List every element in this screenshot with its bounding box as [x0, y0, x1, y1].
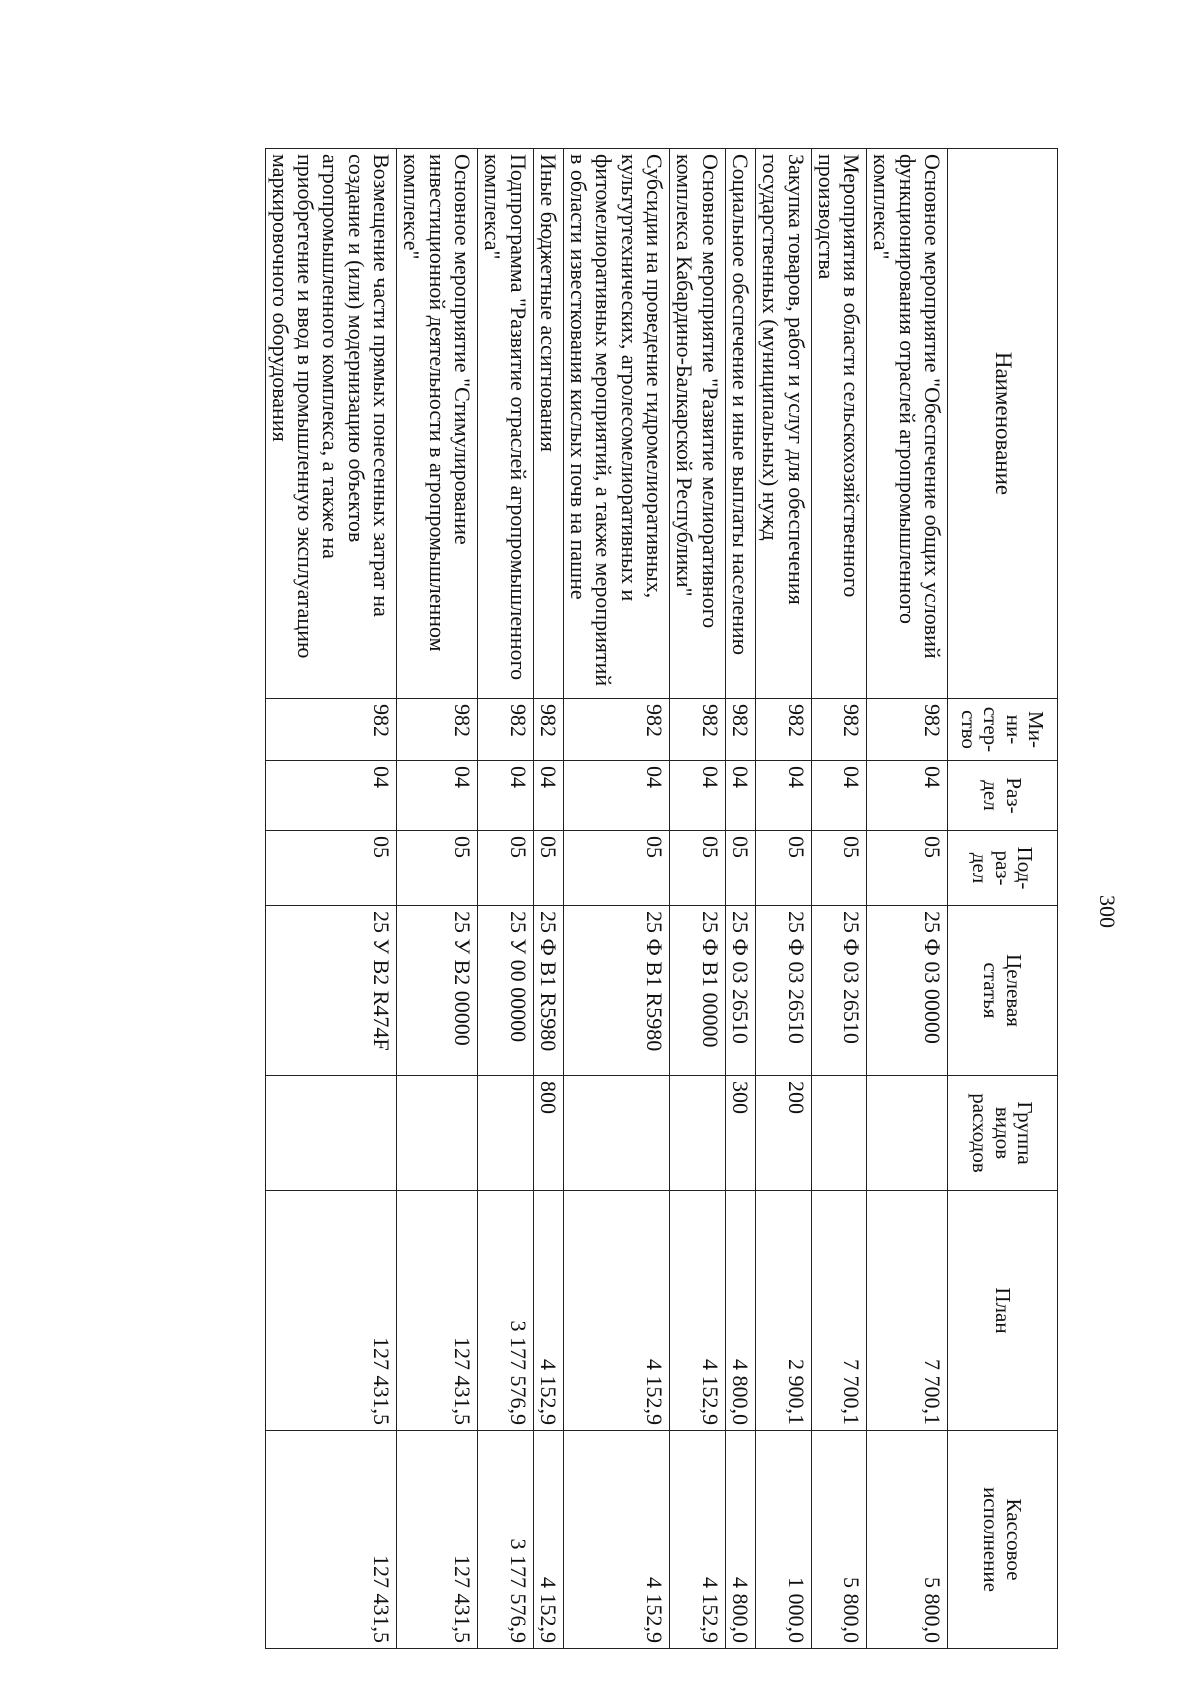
- table-row: [477, 149, 533, 1649]
- row-execution: 3 177 576,9: [477, 1431, 533, 1649]
- row-name: Основное мероприятие "Развитие мелиоративного комплекса Кабардино-Балкарской Республики": [670, 149, 726, 699]
- row-name: Закупка товаров, работ и услуг для обеспечения государственных (муниципальных) нужд: [755, 149, 811, 699]
- row-name: Мероприятия в области сельскохозяйственного производства: [811, 149, 867, 699]
- row-group: 200: [755, 1076, 811, 1191]
- row-execution: 4 152,9: [563, 1431, 669, 1649]
- row-group: 800: [533, 1076, 563, 1191]
- table-row: [725, 149, 755, 1649]
- row-group: [867, 1076, 948, 1191]
- row-plan: 2 900,1: [755, 1191, 811, 1431]
- row-group: [670, 1076, 726, 1191]
- row-section: 04: [755, 761, 811, 831]
- row-subsection: 05: [670, 831, 726, 906]
- row-ministry: 982: [725, 699, 755, 761]
- row-plan: 4 152,9: [670, 1191, 726, 1431]
- row-ministry: 982: [397, 699, 478, 761]
- row-execution: 127 431,5: [397, 1431, 478, 1649]
- row-execution: 4 800,0: [725, 1431, 755, 1649]
- row-name: Субсидии на проведение гидромелиоративных, культуртехнических, агролесомелиоративных и фитомелиоративных мероприятий, а также мероприятий в области известкования кислых почв на пашне: [563, 149, 669, 699]
- row-group: [265, 1076, 396, 1191]
- row-execution: 5 800,0: [867, 1431, 948, 1649]
- row-name: Основное мероприятие "Стимулирование инвестиционной деятельности в агропромышленном комплексе": [397, 149, 478, 699]
- row-plan: 7 700,1: [867, 1191, 948, 1431]
- table-row: [265, 149, 396, 1649]
- header-expense-group: Группа видов расходов: [948, 1076, 1058, 1191]
- row-target: 25 У 00 00000: [477, 906, 533, 1076]
- row-plan: 3 177 576,9: [477, 1191, 533, 1431]
- row-name: Возмещение части прямых понесенных затрат на создание и (или) модернизацию объектов агропромышленного комплекса, а также на приобретение и ввод в промышленную эксплуатацию маркировочного оборудования: [265, 149, 396, 699]
- row-subsection: 05: [563, 831, 669, 906]
- row-target: 25 Ф В1 00000: [670, 906, 726, 1076]
- row-target: 25 Ф 03 26510: [725, 906, 755, 1076]
- row-section: 04: [397, 761, 478, 831]
- header-execution: Кассовое исполнение: [948, 1431, 1058, 1649]
- row-ministry: 982: [563, 699, 669, 761]
- row-ministry: 982: [755, 699, 811, 761]
- page-number: 300: [1095, 895, 1120, 928]
- row-group: 300: [725, 1076, 755, 1191]
- row-group: [397, 1076, 478, 1191]
- header-ministry: Ми- ни- стер- ство: [948, 699, 1058, 761]
- row-section: 04: [533, 761, 563, 831]
- row-target: 25 Ф 03 26510: [755, 906, 811, 1076]
- row-section: 04: [867, 761, 948, 831]
- row-plan: 4 152,9: [533, 1191, 563, 1431]
- header-plan: План: [948, 1191, 1058, 1431]
- header-subsection: Под- раз- дел: [948, 831, 1058, 906]
- row-ministry: 982: [811, 699, 867, 761]
- header-name: Наименование: [948, 149, 1058, 699]
- row-target: 25 У В2 00000: [397, 906, 478, 1076]
- row-section: 04: [563, 761, 669, 831]
- row-subsection: 05: [533, 831, 563, 906]
- row-subsection: 05: [725, 831, 755, 906]
- row-plan: 7 700,1: [811, 1191, 867, 1431]
- row-target: 25 Ф 03 00000: [867, 906, 948, 1076]
- rotated-table-container: [138, 148, 1058, 1648]
- row-name: Иные бюджетные ассигнования: [533, 149, 563, 699]
- row-subsection: 05: [811, 831, 867, 906]
- row-subsection: 05: [477, 831, 533, 906]
- row-execution: 5 800,0: [811, 1431, 867, 1649]
- budget-table: [265, 148, 1058, 1649]
- row-execution: 127 431,5: [265, 1431, 396, 1649]
- row-section: 04: [811, 761, 867, 831]
- row-target: 25 Ф В1 R5980: [563, 906, 669, 1076]
- row-ministry: 982: [533, 699, 563, 761]
- row-plan: 127 431,5: [265, 1191, 396, 1431]
- row-group: [477, 1076, 533, 1191]
- row-target: 25 Ф 03 26510: [811, 906, 867, 1076]
- row-ministry: 982: [477, 699, 533, 761]
- row-execution: 4 152,9: [670, 1431, 726, 1649]
- row-subsection: 05: [397, 831, 478, 906]
- row-execution: 4 152,9: [533, 1431, 563, 1649]
- row-section: 04: [670, 761, 726, 831]
- table-row: [811, 149, 867, 1649]
- row-name: Социальное обеспечение и иные выплаты населению: [725, 149, 755, 699]
- row-section: 04: [477, 761, 533, 831]
- row-group: [811, 1076, 867, 1191]
- row-ministry: 982: [670, 699, 726, 761]
- table-header-row: [948, 149, 1058, 1649]
- row-section: 04: [725, 761, 755, 831]
- table-row: [563, 149, 669, 1649]
- row-subsection: 05: [755, 831, 811, 906]
- row-subsection: 05: [265, 831, 396, 906]
- row-name: Подпрограмма "Развитие отраслей агропромышленного комплекса": [477, 149, 533, 699]
- table-row: [670, 149, 726, 1649]
- row-plan: 127 431,5: [397, 1191, 478, 1431]
- table-row: [755, 149, 811, 1649]
- row-group: [563, 1076, 669, 1191]
- row-ministry: 982: [867, 699, 948, 761]
- table-row: [867, 149, 948, 1649]
- row-plan: 4 800,0: [725, 1191, 755, 1431]
- table-row: [397, 149, 478, 1649]
- header-section: Раз- дел: [948, 761, 1058, 831]
- row-ministry: 982: [265, 699, 396, 761]
- row-target: 25 У В2 R474F: [265, 906, 396, 1076]
- row-plan: 4 152,9: [563, 1191, 669, 1431]
- row-name: Основное мероприятие "Обеспечение общих условий функционирования отраслей агропромышленного комплекса": [867, 149, 948, 699]
- header-target: Целевая статья: [948, 906, 1058, 1076]
- row-subsection: 05: [867, 831, 948, 906]
- row-execution: 1 000,0: [755, 1431, 811, 1649]
- row-target: 25 Ф В1 R5980: [533, 906, 563, 1076]
- table-row: [533, 149, 563, 1649]
- row-section: 04: [265, 761, 396, 831]
